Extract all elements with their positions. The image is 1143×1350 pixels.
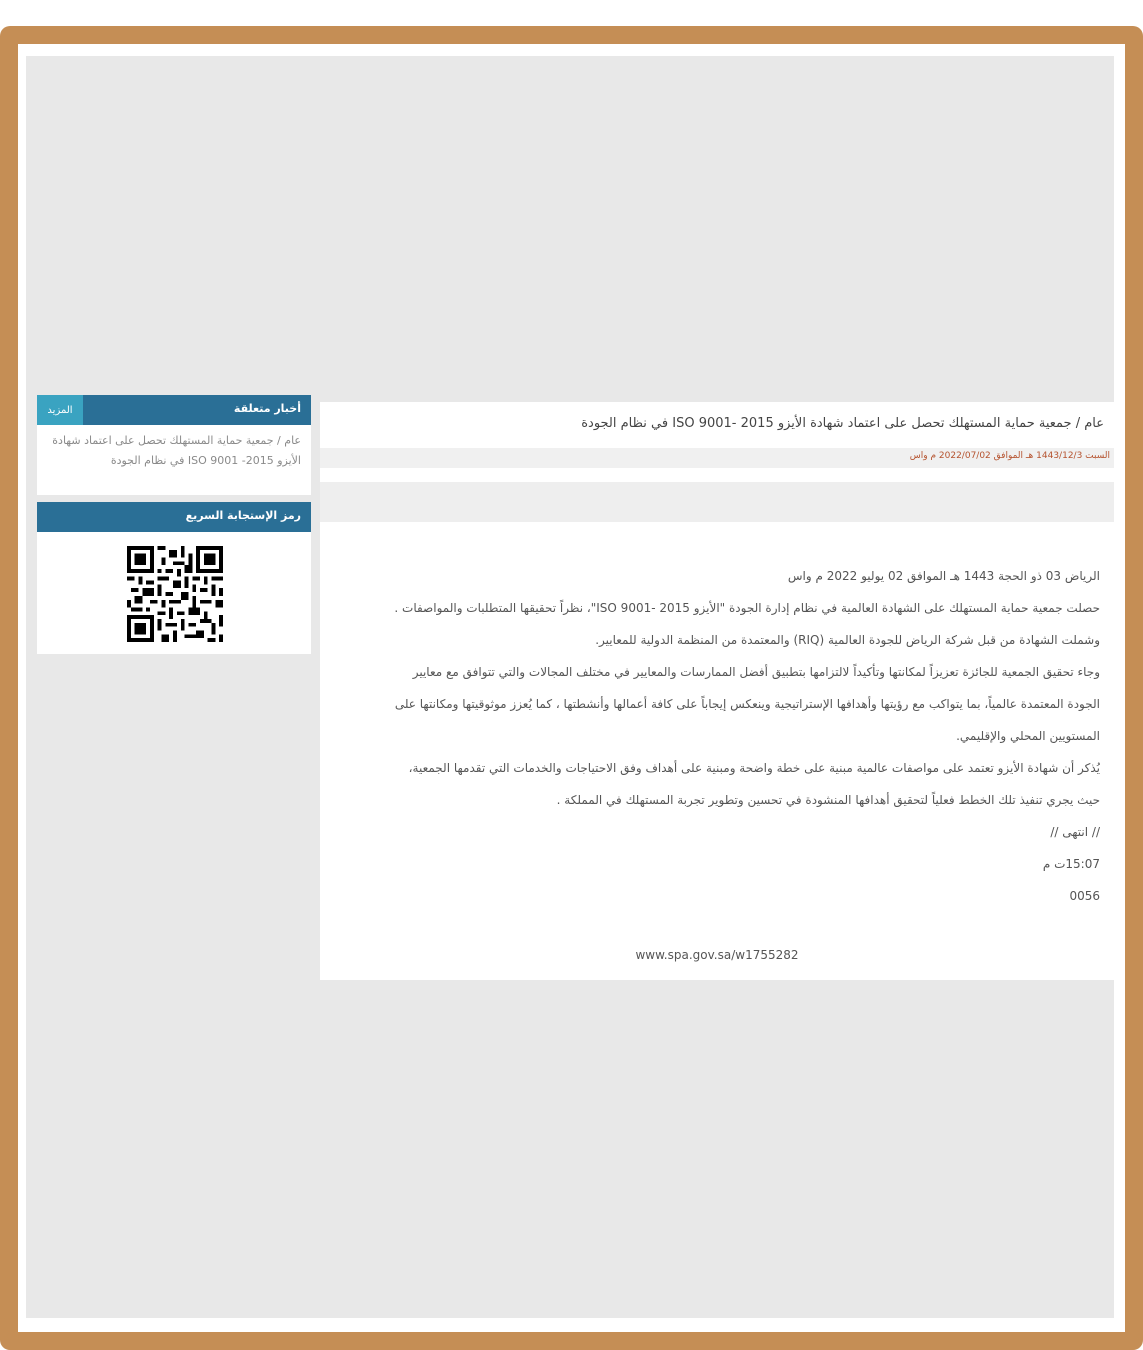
more-button[interactable]: المزيد [37, 395, 83, 425]
article-url-link[interactable]: www.spa.gov.sa/w1755282 [635, 948, 799, 962]
article-paragraph: وشملت الشهادة من قبل شركة الرياض للجودة العالمية (RIQ) والمعتمدة من المنظمة الدولية للمعايير. [595, 633, 1100, 647]
qr-code-widget [37, 502, 311, 654]
related-news-header [37, 395, 311, 425]
article-paragraph: حيث يجري تنفيذ تلك الخطط فعلياً لتحقيق أهدافها المنشودة في تحسين وتطوير تجربة المستهلك في المملكة . [556, 793, 1100, 807]
article-paragraph: // انتهى // [1050, 825, 1100, 839]
article-body [334, 560, 1100, 912]
article-paragraph: الجودة المعتمدة عالمياً، بما يتواكب مع رؤيتها وأهدافها الإستراتيجية وينعكس إيجاباً على كافة أعمالها وأنشطتها ، كما يُعزز موثوقيتها ومكانتها على [394, 697, 1100, 711]
news-article [320, 402, 1114, 980]
qr-code-header [37, 502, 311, 532]
related-news-title: أخبار متعلقة [233, 402, 301, 415]
article-date: السبت 1443/12/3 هـ الموافق 2022/07/02 م واس [909, 451, 1110, 461]
article-paragraph: 0056 [1069, 889, 1100, 903]
article-paragraph: حصلت جمعية حماية المستهلك على الشهادة العالمية في نظام إدارة الجودة "الأيزو 2015 -ISO 9001"، نظراً تحقيقها المتطلبات والمواصفات . [394, 601, 1100, 615]
qr-code-title: رمز الإستجابة السريع [185, 509, 301, 522]
qr-code-icon [127, 546, 223, 642]
article-paragraph: 15:07ت م [1042, 857, 1100, 871]
article-paragraph: وجاء تحقيق الجمعية للجائزة تعزيزاً لمكانتها وتأكيداً لالتزامها بتطبيق أفضل الممارسات والمعايير في مختلف المجالات والتي تتوافق مع معايير [412, 665, 1100, 679]
article-toolbar [320, 482, 1114, 522]
article-paragraph: المستويين المحلي والإقليمي. [956, 729, 1100, 743]
article-paragraph: يُذكر أن شهادة الأيزو تعتمد على مواصفات عالمية مبنية على خطة واضحة ومبنية على أهداف وفق الاحتياجات والخدمات التي تقدمها الجمعية، [408, 761, 1100, 775]
article-paragraph: الرياض 03 ذو الحجة 1443 هـ الموافق 02 يوليو 2022 م واس [787, 569, 1100, 583]
related-news-widget [37, 395, 311, 495]
related-news-item[interactable]: عام / جمعية حماية المستهلك تحصل على اعتماد شهادة الأيزو 2015- ISO 9001 في نظام الجودة [52, 434, 301, 467]
article-title: عام / جمعية حماية المستهلك تحصل على اعتماد شهادة الأيزو 2015 -ISO 9001 في نظام الجودة [581, 416, 1104, 431]
article-meta-bar [320, 448, 1114, 468]
